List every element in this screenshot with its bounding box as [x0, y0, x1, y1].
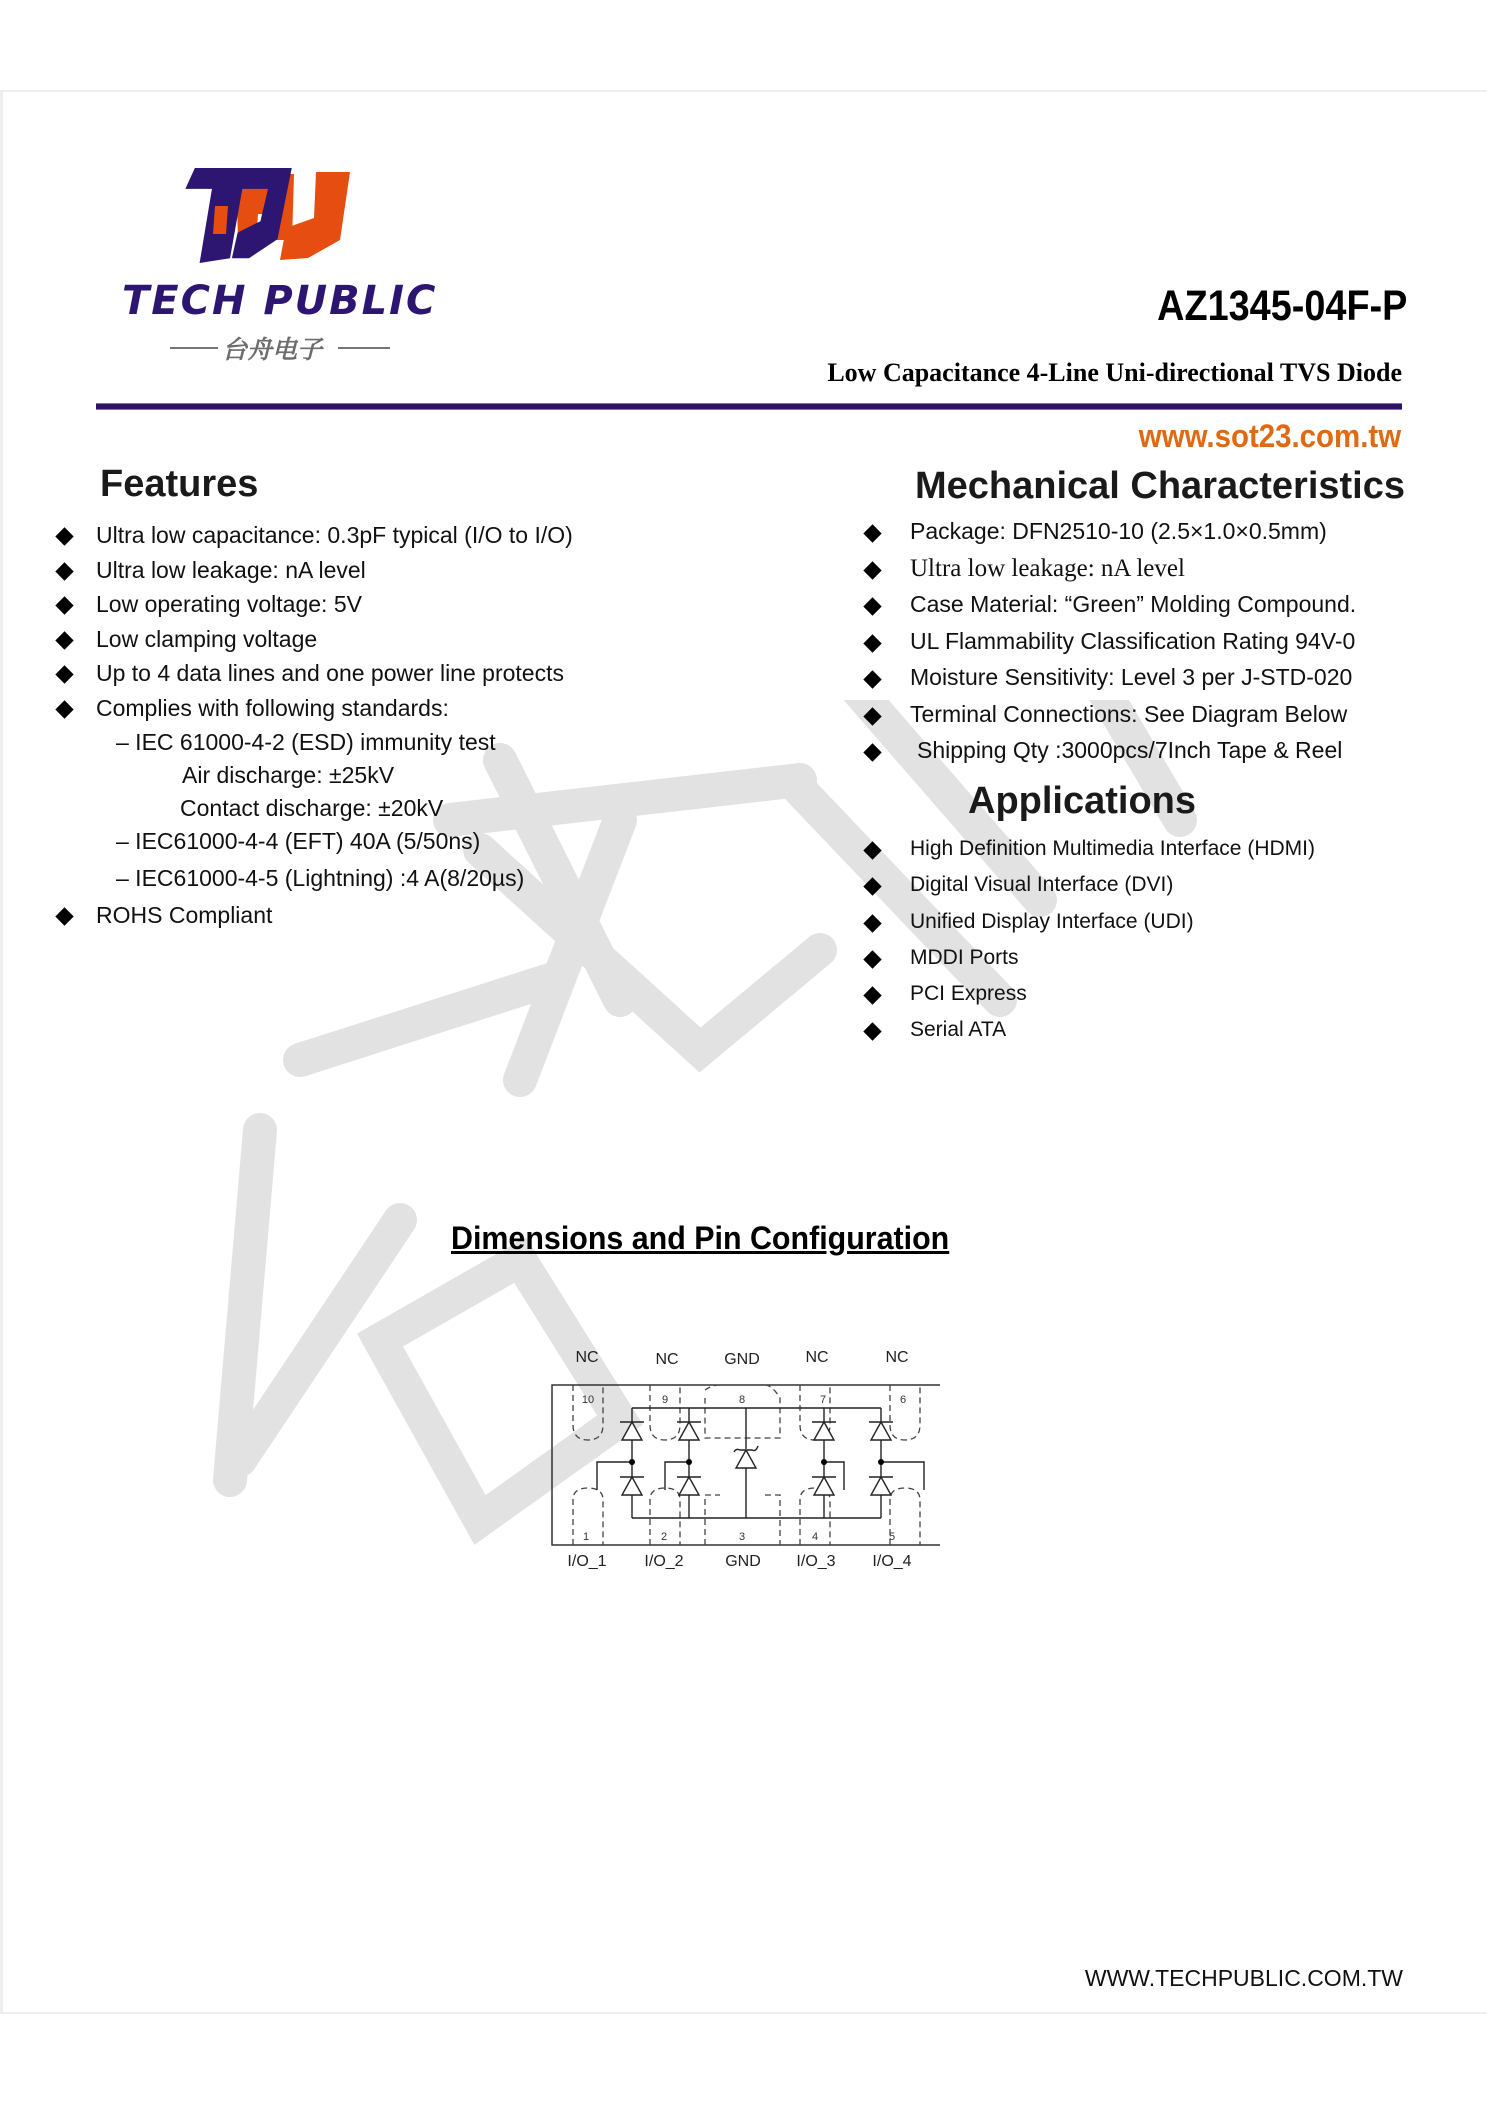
application-item: High Definition Multimedia Interface (HDMI) [862, 837, 1315, 873]
pin-number: 10 [581, 1394, 595, 1406]
feature-item: Low operating voltage: 5V [56, 591, 573, 626]
mechanical-item: Terminal Connections: See Diagram Below [862, 701, 1356, 738]
mechanical-item: Ultra low leakage: nA level [862, 555, 1356, 592]
diamond-bullet-icon [863, 743, 881, 761]
bottom-pin-label: GND [725, 1553, 761, 1570]
mechanical-heading: Mechanical Characteristics [914, 465, 1405, 507]
feature-item: Up to 4 data lines and one power line protects [56, 660, 573, 695]
diamond-bullet-icon [863, 524, 881, 542]
diamond-bullet-icon [863, 634, 881, 652]
feature-item: Low clamping voltage [56, 626, 573, 661]
dimensions-heading: Dimensions and Pin Configuration [451, 1220, 950, 1256]
top-pin-label: NC [575, 1349, 599, 1366]
standard-item: – IEC61000-4-5 (Lightning) :4 A(8/20µs) [116, 865, 525, 891]
features-heading: Features [100, 463, 259, 505]
pin-number: 7 [819, 1394, 827, 1406]
bottom-pin-label: I/O_4 [872, 1553, 912, 1570]
pin-number: 3 [738, 1531, 746, 1543]
feature-item-rohs: ROHS Compliant [56, 902, 272, 929]
diamond-bullet-icon [863, 707, 881, 725]
application-item: PCI Express [862, 982, 1315, 1018]
application-item: Serial ATA [862, 1018, 1315, 1054]
standard-item: – IEC 61000-4-2 (ESD) immunity test [116, 729, 496, 755]
diamond-bullet-icon [55, 700, 73, 718]
tech-public-logo-icon [118, 168, 358, 278]
features-list [56, 522, 573, 729]
brand-divider-right [338, 347, 390, 349]
diamond-bullet-icon [55, 527, 73, 545]
diamond-bullet-icon [863, 878, 881, 896]
footer-website-link[interactable]: WWW.TECHPUBLIC.COM.TW [1084, 1965, 1403, 1991]
diamond-bullet-icon [863, 670, 881, 688]
website-link[interactable]: www.sot23.com.tw [1138, 418, 1401, 454]
mechanical-item: Moisture Sensitivity: Level 3 per J-STD-020 [862, 664, 1356, 701]
top-pin-label: NC [655, 1351, 679, 1368]
header-divider [96, 403, 1402, 410]
pin-number: 6 [899, 1394, 907, 1406]
pin-number: 4 [811, 1531, 819, 1543]
standards-list [116, 729, 524, 898]
brand-divider-left [170, 347, 218, 349]
diamond-bullet-icon [55, 562, 73, 580]
diamond-bullet-icon [55, 631, 73, 649]
diamond-bullet-icon [863, 986, 881, 1004]
feature-item: Complies with following standards: [56, 695, 573, 730]
brand-chinese-name: 台舟电子 [222, 336, 323, 364]
part-number-title: AZ1345-04F-P [1156, 282, 1407, 330]
diamond-bullet-icon [863, 597, 881, 615]
brand-name: TECH PUBLIC [122, 278, 438, 324]
diamond-bullet-icon [863, 1023, 881, 1041]
pin-number: 9 [661, 1394, 669, 1406]
top-pin-label: NC [885, 1349, 909, 1366]
diamond-bullet-icon [863, 914, 881, 932]
bottom-pin-label: I/O_1 [567, 1553, 607, 1570]
mechanical-item: Case Material: “Green” Molding Compound. [862, 591, 1356, 628]
diamond-bullet-icon [55, 907, 73, 925]
applications-list [862, 837, 1315, 1055]
feature-item: Ultra low capacitance: 0.3pF typical (I/O to I/O) [56, 522, 573, 557]
standard-detail: Contact discharge: ±20kV [180, 795, 444, 821]
application-item: Digital Visual Interface (DVI) [862, 873, 1315, 909]
mechanical-item: Shipping Qty :3000pcs/7Inch Tape & Reel [862, 737, 1356, 774]
diamond-bullet-icon [863, 561, 881, 579]
feature-item: Ultra low leakage: nA level [56, 557, 573, 592]
diamond-bullet-icon [863, 950, 881, 968]
bottom-pin-label: I/O_2 [644, 1553, 684, 1570]
mechanical-item: UL Flammability Classification Rating 94V-0 [862, 628, 1356, 665]
standard-detail: Air discharge: ±25kV [182, 762, 395, 788]
pin-number: 5 [888, 1531, 896, 1543]
pin-number: 1 [582, 1531, 590, 1543]
bottom-pin-label: I/O_3 [796, 1553, 836, 1570]
diamond-bullet-icon [863, 841, 881, 859]
pin-number: 2 [660, 1531, 668, 1543]
top-pin-label: GND [724, 1351, 760, 1368]
mechanical-list [862, 518, 1356, 774]
product-subtitle: Low Capacitance 4-Line Uni-directional TVS Diode [827, 358, 1402, 387]
applications-heading: Applications [968, 780, 1197, 822]
diamond-bullet-icon [55, 665, 73, 683]
application-item: Unified Display Interface (UDI) [862, 910, 1315, 946]
pin-configuration-diagram [540, 1340, 940, 1570]
pin-number: 8 [738, 1394, 746, 1406]
application-item: MDDI Ports [862, 946, 1315, 982]
standard-item: – IEC61000-4-4 (EFT) 40A (5/50ns) [116, 828, 481, 854]
top-pin-label: NC [805, 1349, 829, 1366]
mechanical-item: Package: DFN2510-10 (2.5×1.0×0.5mm) [862, 518, 1356, 555]
diamond-bullet-icon [55, 596, 73, 614]
